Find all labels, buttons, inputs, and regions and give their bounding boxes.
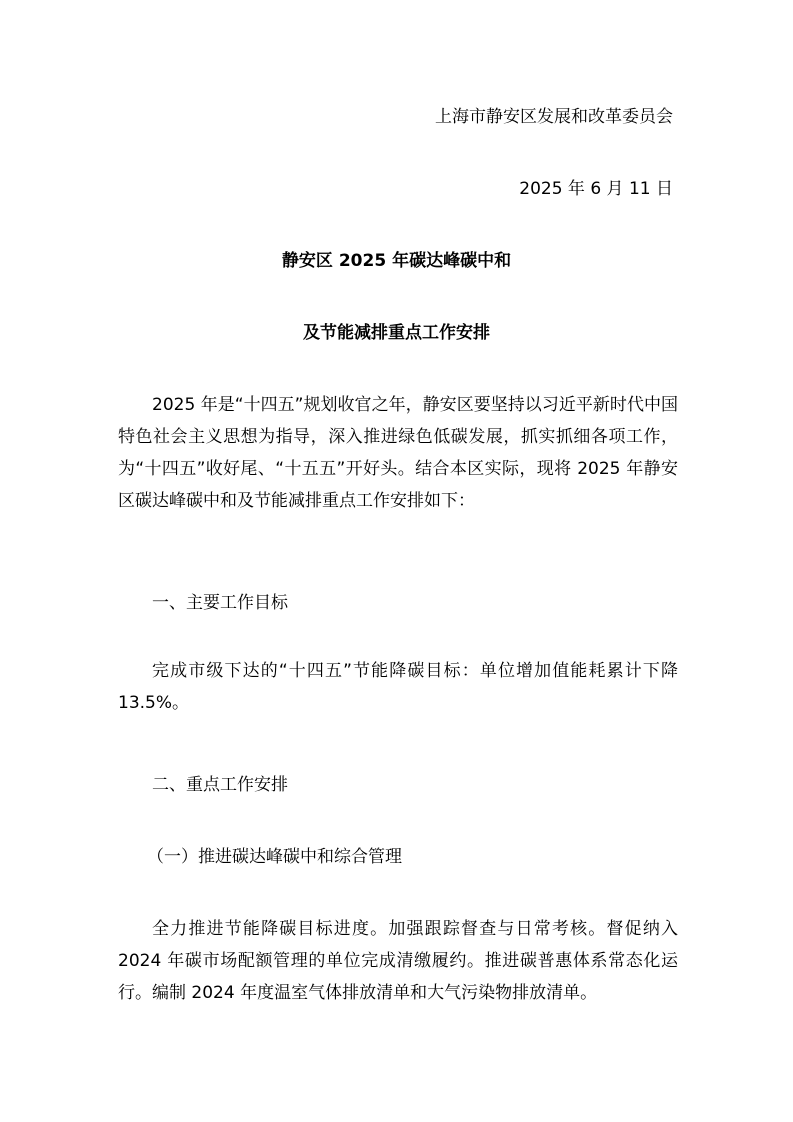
intro-paragraph: 2025 年是“十四五”规划收官之年，静安区要坚持以习近平新时代中国特色社会主义思想为指导，深入推进绿色低碳发展，抓实抓细各项工作，为“十四五”收好尾、“十五五”开好头。结合本区实际，现将 2025 年静安区碳达峰碳中和及节能减排重点工作安排如下： bbox=[118, 395, 678, 511]
subsection-1-body: 全力推进节能降碳目标进度。加强跟踪督查与日常考核。督促纳入 2024 年碳市场配额管理的单位完成清缴履约。推进碳普惠体系常态化运行。编制 2024 年度温室气体排放清单和大气污染物排放清单。 bbox=[118, 919, 678, 1003]
section-1-body: 完成市级下达的“十四五”节能降碳目标：单位增加值能耗累计下降 13.5%。 bbox=[118, 661, 678, 713]
document-title-line-1: 静安区 2025 年碳达峰碳中和 bbox=[281, 251, 512, 271]
document-title-line-2: 及节能减排重点工作安排 bbox=[303, 323, 490, 343]
subsection-1-heading: （一）推进碳达峰碳中和综合管理 bbox=[147, 847, 402, 867]
issue-date: 2025 年 6 月 11 日 bbox=[519, 179, 673, 199]
section-2-heading: 二、重点工作安排 bbox=[152, 775, 288, 795]
section-1-heading: 一、主要工作目标 bbox=[152, 593, 288, 613]
issuer-name: 上海市静安区发展和改革委员会 bbox=[435, 107, 673, 127]
